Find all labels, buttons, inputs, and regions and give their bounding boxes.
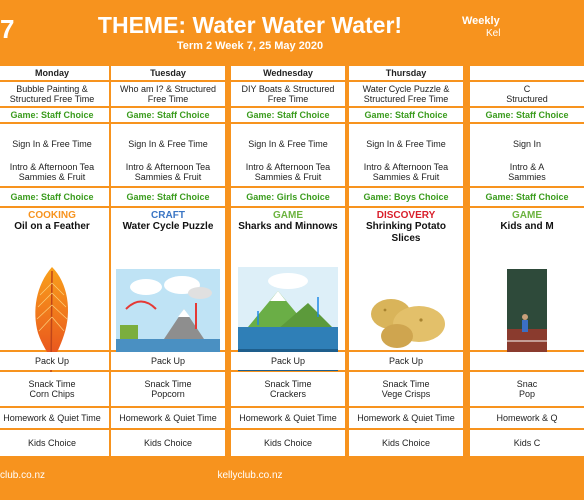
game2-text: Game: Staff Choice: [485, 192, 569, 202]
activity-type: GAME: [512, 210, 542, 221]
tea-line: Sammies & Fruit: [254, 172, 322, 182]
footer-website-left: club.co.nz: [0, 470, 46, 481]
am-activity-cell: [111, 82, 225, 106]
activity-type: GAME: [273, 210, 303, 221]
am-activity-cell: [231, 82, 345, 106]
snack-line: Corn Chips: [29, 389, 75, 399]
am-activity-cell: [349, 82, 463, 106]
kids-text: Kids Choice: [381, 438, 431, 448]
game1-text: Game: Staff Choice: [364, 110, 448, 120]
tea-line: Intro & Afternoon Tea: [245, 162, 331, 172]
snack-line: Snack Time: [144, 379, 192, 389]
snack-line: Snack Time: [264, 379, 312, 389]
snack-line: Snack Time: [382, 379, 430, 389]
snack-line: Popcorn: [151, 389, 185, 399]
snack-line: Snac: [516, 379, 538, 389]
am-activity-line: Free Time: [267, 94, 309, 104]
homework-cell: [0, 408, 109, 428]
kids-cell: [111, 430, 225, 456]
signin-text: Sign In & Free Time: [248, 139, 328, 149]
game1-text: Game: Staff Choice: [246, 110, 330, 120]
tea-line: Sammies & Fruit: [134, 172, 202, 182]
packup-text: Pack Up: [34, 356, 69, 366]
activity-cell: [470, 208, 584, 350]
kids-text: Kids Choice: [263, 438, 313, 448]
activity-cell: [111, 208, 225, 350]
game1-cell: [111, 108, 225, 122]
day-column-thursday: [349, 64, 463, 456]
am-activity-line: DIY Boats & Structured: [241, 84, 335, 94]
am-activity-line: Structured: [506, 94, 548, 104]
header: [0, 0, 500, 64]
homework-cell: [231, 408, 345, 428]
snack-cell: [349, 372, 463, 406]
homework-text: Homework & Quiet Time: [119, 413, 217, 423]
activity-name: Oil on a Feather: [14, 221, 90, 232]
kids-cell: [470, 430, 584, 456]
day-header-cell: [470, 66, 584, 80]
activity-name: Water Cycle Puzzle: [122, 221, 214, 232]
day-header: Monday: [34, 68, 69, 78]
am-activity-line: Structured Free Time: [363, 94, 449, 104]
day-column-friday: [470, 64, 584, 456]
homework-text: Homework & Quiet Time: [239, 413, 337, 423]
day-header-cell: [349, 66, 463, 80]
page-title: THEME: Water Water Water!: [97, 12, 403, 38]
am-activity-line: Free Time: [147, 94, 189, 104]
game2-text: Game: Girls Choice: [246, 192, 330, 202]
am-activity-line: Bubble Painting &: [16, 84, 88, 94]
game1-cell: [349, 108, 463, 122]
tea-line: Intro & Afternoon Tea: [9, 162, 95, 172]
homework-cell: [349, 408, 463, 428]
snack-line: Pop: [518, 389, 535, 399]
signin-text: Sign In & Free Time: [128, 139, 208, 149]
game2-cell: [111, 188, 225, 206]
day-header-cell: [111, 66, 225, 80]
activity-name: Sharks and Minnows: [238, 221, 338, 232]
game1-text: Game: Staff Choice: [10, 110, 94, 120]
day-column-wednesday: [231, 64, 345, 456]
game2-text: Game: Staff Choice: [126, 192, 210, 202]
game2-text: Game: Boys Choice: [363, 192, 449, 202]
tea-cell: [349, 158, 463, 186]
footer-website: kellyclub.co.nz: [217, 470, 283, 481]
game1-text: Game: Staff Choice: [485, 110, 569, 120]
game1-cell: [0, 108, 109, 122]
homework-text: Homework & Q: [496, 413, 558, 423]
homework-cell: [111, 408, 225, 428]
tea-line: Sammies & Fruit: [372, 172, 440, 182]
tea-line: Sammies: [508, 172, 546, 182]
snack-cell: [470, 372, 584, 406]
am-activity-line: Water Cycle Puzzle &: [362, 84, 450, 94]
footer: [0, 456, 500, 500]
game2-cell: [231, 188, 345, 206]
corner-label: Weekly: [462, 15, 500, 27]
day-header-cell: [0, 66, 109, 80]
activity-name: Kids and M: [500, 221, 554, 232]
am-activity-line: Who am I? & Structured: [119, 84, 217, 94]
packup-cell: [0, 352, 109, 370]
activity-cell: [349, 208, 463, 350]
homework-cell: [470, 408, 584, 428]
kids-cell: [231, 430, 345, 456]
packup-cell: [470, 352, 584, 370]
day-header: Tuesday: [150, 68, 186, 78]
snack-line: Snack Time: [28, 379, 76, 389]
signin-text: Sign In: [512, 139, 542, 149]
tea-cell: [470, 158, 584, 186]
packup-cell: [231, 352, 345, 370]
tea-line: Intro & Afternoon Tea: [125, 162, 211, 172]
tea-line: Intro & A: [509, 162, 545, 172]
packup-text: Pack Up: [150, 356, 185, 366]
day-header: Thursday: [385, 68, 427, 78]
packup-text: Pack Up: [270, 356, 305, 366]
tea-line: Intro & Afternoon Tea: [363, 162, 449, 172]
snack-cell: [231, 372, 345, 406]
day-header: Wednesday: [263, 68, 313, 78]
logo-mark: 7: [0, 14, 15, 44]
tea-cell: [231, 158, 345, 186]
corner-sublabel: Kel: [486, 28, 501, 39]
game1-cell: [470, 108, 584, 122]
kids-text: Kids Choice: [27, 438, 77, 448]
am-activity-line: C: [523, 84, 531, 94]
day-column-monday: [0, 64, 109, 456]
timetable-grid: [0, 64, 569, 456]
activity-cell: [0, 208, 109, 350]
day-header-cell: [231, 66, 345, 80]
page-subtitle: Term 2 Week 7, 25 May 2020: [176, 40, 324, 52]
activity-cell: [231, 208, 345, 350]
activity-type: CRAFT: [151, 210, 185, 221]
game2-cell: [470, 188, 584, 206]
snack-line: Vege Crisps: [381, 389, 431, 399]
signin-text: Sign In & Free Time: [12, 139, 92, 149]
tea-cell: [0, 158, 109, 186]
kids-text: Kids C: [513, 438, 541, 448]
tea-line: Sammies & Fruit: [18, 172, 86, 182]
activity-name: Shrinking Potato Slices: [366, 221, 446, 244]
signin-text: Sign In & Free Time: [366, 139, 446, 149]
am-activity-line: Structured Free Time: [9, 94, 95, 104]
activity-type: DISCOVERY: [376, 210, 436, 221]
game1-text: Game: Staff Choice: [126, 110, 210, 120]
game2-text: Game: Staff Choice: [10, 192, 94, 202]
activity-type: COOKING: [28, 210, 76, 221]
am-activity-cell: [0, 82, 109, 106]
game2-cell: [349, 188, 463, 206]
kids-text: Kids Choice: [143, 438, 193, 448]
kids-cell: [349, 430, 463, 456]
potatoes-icon: [361, 284, 451, 354]
am-activity-cell: [470, 82, 584, 106]
game2-cell: [0, 188, 109, 206]
packup-cell: [349, 352, 463, 370]
packup-text: Pack Up: [388, 356, 423, 366]
tea-cell: [111, 158, 225, 186]
snack-cell: [0, 372, 109, 406]
game1-cell: [231, 108, 345, 122]
kids-cell: [0, 430, 109, 456]
snack-cell: [111, 372, 225, 406]
packup-cell: [111, 352, 225, 370]
homework-text: Homework & Quiet Time: [357, 413, 455, 423]
day-column-tuesday: [111, 64, 225, 456]
homework-text: Homework & Quiet Time: [3, 413, 101, 423]
snack-line: Crackers: [269, 389, 306, 399]
